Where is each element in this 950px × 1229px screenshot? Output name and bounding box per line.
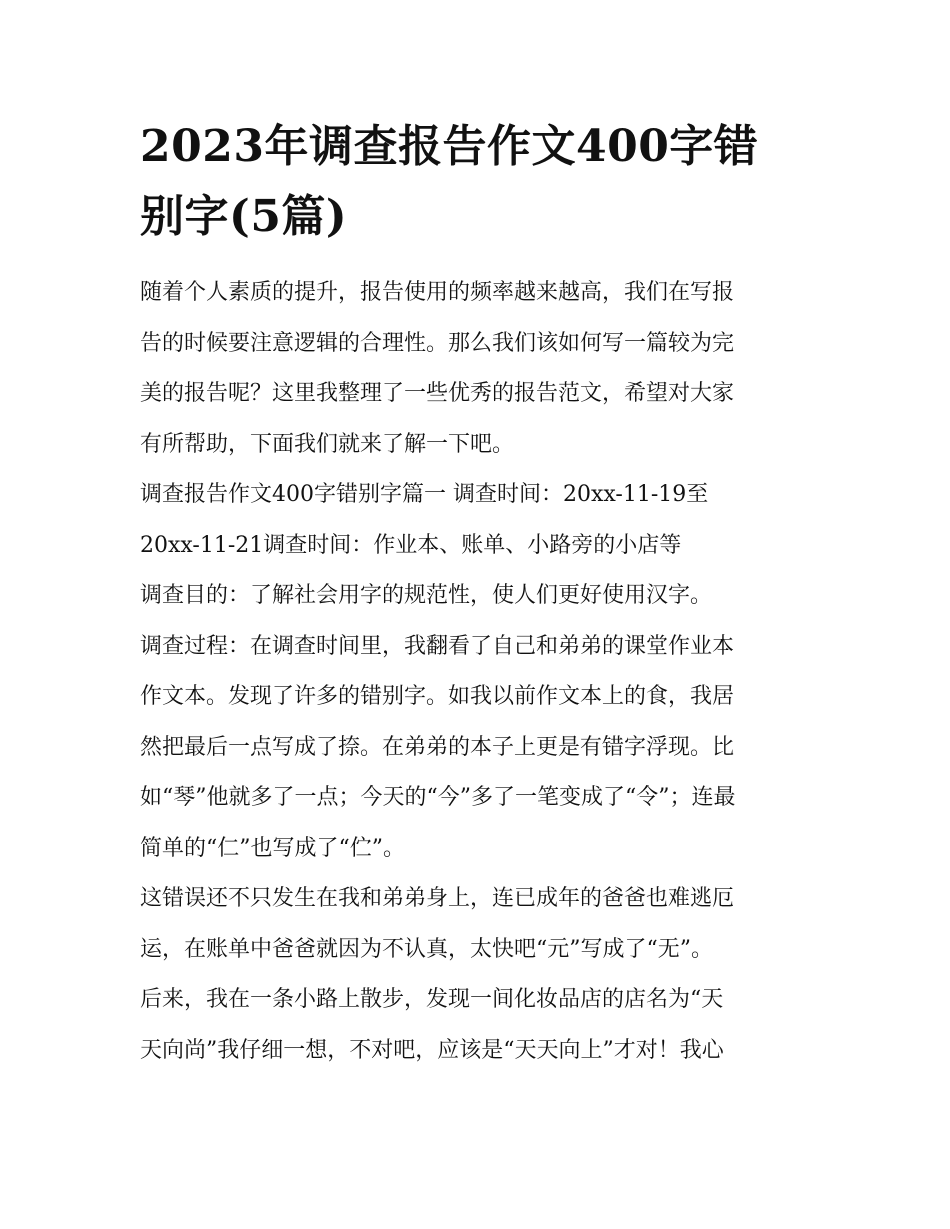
title-line: 2023年调查报告作文400字错 [140, 121, 759, 172]
text-line: 天向尚”我仔细一想，不对吧，应该是“天天向上”才对！我心 [140, 1037, 724, 1063]
text-line: 美的报告呢？这里我整理了一些优秀的报告范文，希望对大家 [140, 381, 735, 406]
text-line: 告的时候要注意逻辑的合理性。那么我们该如何写一篇较为完 [140, 330, 735, 356]
text-line: 调查目的：了解社会用字的规范性，使人们更好使用汉字。 [140, 583, 713, 608]
document-title [140, 112, 820, 252]
shop-sign-paragraph [140, 975, 820, 1076]
text-line: 作文本。发现了许多的错别字。如我以前作文本上的食，我居 [140, 684, 735, 709]
text-line: 简单的“仁”也写成了“伫”。 [140, 835, 405, 861]
document-body [140, 268, 820, 1076]
text-line: 运，在账单中爸爸就因为不认真，太快吧“元”写成了“无”。 [140, 936, 713, 962]
survey-process-paragraph [140, 622, 820, 875]
survey-purpose-paragraph [140, 571, 820, 622]
text-line: 这错误还不只发生在我和弟弟身上，连已成年的爸爸也难逃厄 [140, 886, 735, 911]
survey-time-paragraph [140, 470, 820, 571]
text-line: 调查过程：在调查时间里，我翻看了自己和弟弟的课堂作业本 [140, 633, 735, 659]
text-line: 随着个人素质的提升，报告使用的频率越来越高，我们在写报 [140, 280, 735, 305]
text-line: 调查报告作文400字错别字篇一 调查时间：20xx-11-19至 [140, 482, 709, 507]
title-line: 别字(5篇) [140, 191, 348, 242]
text-line: 如“琴”他就多了一点；今天的“今”多了一笔变成了“令”；连最 [140, 785, 736, 810]
father-error-paragraph [140, 874, 820, 975]
intro-paragraph [140, 268, 820, 470]
document-page [140, 112, 820, 1076]
text-line: 然把最后一点写成了捺。在弟弟的本子上更是有错字浮现。比 [140, 734, 735, 760]
text-line: 后来，我在一条小路上散步，发现一间化妆品店的店名为“天 [140, 987, 724, 1012]
text-line: 20xx-11-21调查时间：作业本、账单、小路旁的小店等 [140, 532, 682, 558]
text-line: 有所帮助，下面我们就来了解一下吧。 [140, 431, 515, 457]
